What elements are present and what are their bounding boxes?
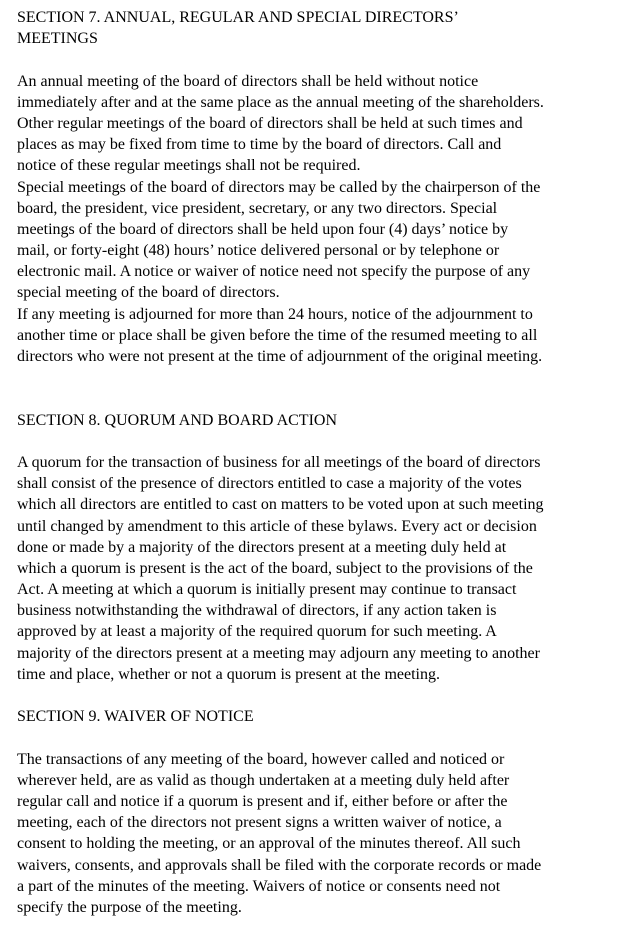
- body-line: Act. A meeting at which a quorum is initially present may continue to transact: [17, 581, 517, 599]
- body-line: special meeting of the board of directors.: [17, 284, 280, 302]
- section-gap: [17, 685, 627, 706]
- section-9-body: [17, 749, 627, 919]
- body-line: a part of the minutes of the meeting. Waivers of notice or consents need not: [17, 877, 501, 895]
- heading-line: SECTION 9. WAIVER OF NOTICE: [17, 708, 254, 726]
- body-line: notice of these regular meetings shall not be required.: [17, 157, 361, 175]
- document-page: [17, 7, 627, 918]
- body-line: another time or place shall be given before the time of the resumed meeting to all: [17, 326, 538, 344]
- body-line: specify the purpose of the meeting.: [17, 898, 242, 916]
- body-line: board, the president, vice president, secretary, or any two directors. Special: [17, 199, 498, 217]
- section-8: [17, 410, 627, 685]
- heading-line: SECTION 8. QUORUM AND BOARD ACTION: [17, 411, 338, 429]
- body-line: wherever held, are as valid as though undertaken at a meeting duly held after: [17, 771, 510, 789]
- body-line: directors who were not present at the time of adjournment of the original meeting.: [17, 348, 543, 365]
- body-line: approved by at least a majority of the required quorum for such meeting. A: [17, 623, 497, 641]
- body-line: A quorum for the transaction of business for all meetings of the board of directors: [17, 453, 541, 471]
- body-line: done or made by a majority of the directors present at a meeting duly held at: [17, 538, 507, 556]
- body-line: shall consist of the presence of directors entitled to case a majority of the votes: [17, 475, 522, 493]
- paragraph-gap: [17, 431, 627, 452]
- section-gap: [17, 367, 627, 409]
- body-line: waivers, consents, and approvals shall be filed with the corporate records or made: [17, 856, 542, 874]
- section-9: [17, 706, 627, 918]
- paragraph-gap: [17, 727, 627, 748]
- body-line: If any meeting is adjourned for more than 24 hours, notice of the adjournment to: [17, 305, 533, 323]
- body-line: electronic mail. A notice or waiver of notice need not specify the purpose of any: [17, 263, 531, 281]
- body-line: Special meetings of the board of directors may be called by the chairperson of the: [17, 178, 541, 196]
- body-line: which all directors are entitled to cast on matters to be voted upon at such meeting: [17, 496, 544, 514]
- body-line: places as may be fixed from time to time by the board of directors. Call and: [17, 136, 502, 154]
- body-line: consent to holding the meeting, or an approval of the minutes thereof. All such: [17, 835, 521, 853]
- body-line: An annual meeting of the board of directors shall be held without notice: [17, 72, 479, 90]
- body-line: Other regular meetings of the board of directors shall be held at such times and: [17, 114, 523, 132]
- heading-line: SECTION 7. ANNUAL, REGULAR AND SPECIAL DIRECTORS’: [17, 9, 459, 26]
- body-line: meeting, each of the directors not present signs a written waiver of notice, a: [17, 814, 502, 832]
- body-line: business notwithstanding the withdrawal of directors, if any action taken is: [17, 602, 497, 620]
- body-line: time and place, whether or not a quorum is present at the meeting.: [17, 665, 440, 683]
- section-8-heading: [17, 410, 627, 431]
- heading-line: MEETINGS: [17, 30, 98, 48]
- body-line: until changed by amendment to this article of these bylaws. Every act or decision: [17, 517, 537, 535]
- body-line: The transactions of any meeting of the board, however called and noticed or: [17, 750, 505, 768]
- body-line: meetings of the board of directors shall be held upon four (4) days’ notice by: [17, 220, 509, 238]
- body-line: immediately after and at the same place as the annual meeting of the shareholders.: [17, 93, 544, 111]
- body-line: mail, or forty-eight (48) hours’ notice delivered personal or by telephone or: [17, 242, 500, 260]
- section-8-body: [17, 452, 627, 685]
- section-7: [17, 7, 627, 367]
- section-9-heading: [17, 706, 627, 727]
- body-line: majority of the directors present at a meeting may adjourn any meeting to another: [17, 644, 540, 662]
- body-line: regular call and notice if a quorum is present and if, either before or after the: [17, 792, 508, 810]
- body-line: which a quorum is present is the act of the board, subject to the provisions of the: [17, 559, 533, 577]
- section-7-heading: [17, 7, 627, 49]
- section-7-body: [17, 71, 627, 368]
- paragraph-gap: [17, 49, 627, 70]
